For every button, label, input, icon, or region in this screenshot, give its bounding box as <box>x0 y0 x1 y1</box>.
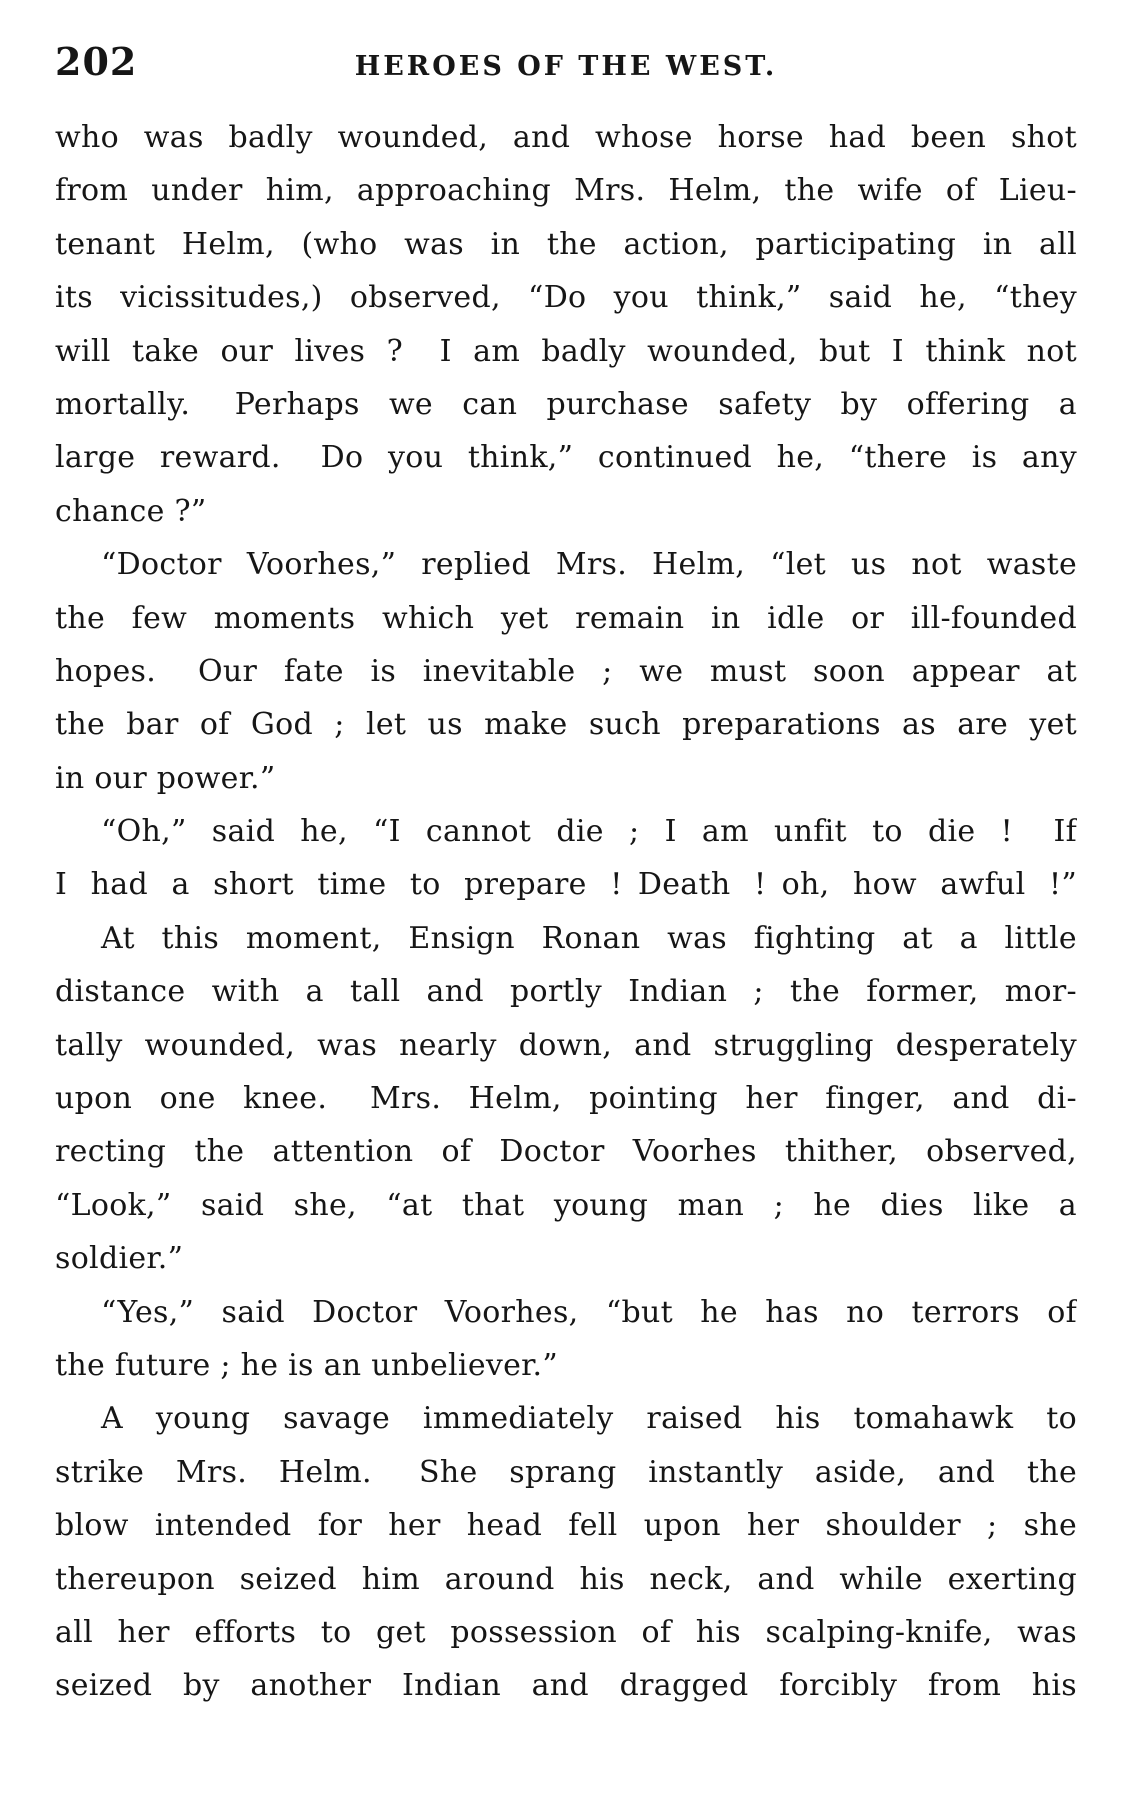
text-line: “Oh,” said he, “I cannot die ; I am unfit to die ! If <box>101 814 1077 850</box>
text-line: in our power.” <box>55 760 276 796</box>
text-line: blow intended for her head fell upon her shoulder ; she <box>55 1508 1077 1544</box>
text-line: “Yes,” said Doctor Voorhes, “but he has no terrors of <box>101 1294 1077 1330</box>
text-line: mortally. Perhaps we can purchase safety by offering a <box>55 386 1077 422</box>
text-line: its vicissitudes,) observed, “Do you think,” said he, “they <box>55 280 1077 316</box>
page-header <box>55 39 1077 88</box>
text-line: will take our lives ? I am badly wounded, but I think not <box>55 333 1077 369</box>
text-line: hopes. Our fate is inevitable ; we must soon appear at <box>55 653 1077 689</box>
body-text <box>55 111 1077 1713</box>
page-number: 202 <box>55 39 138 84</box>
text-line: soldier.” <box>55 1241 184 1277</box>
running-title: HEROES OF THE WEST. <box>354 51 778 82</box>
text-line: A young savage immediately raised his tomahawk to <box>101 1401 1077 1437</box>
text-line: strike Mrs. Helm. She sprang instantly aside, and the <box>55 1454 1077 1490</box>
text-line: from under him, approaching Mrs. Helm, the wife of Lieu- <box>55 173 1077 209</box>
text-line: the future ; he is an unbeliever.” <box>55 1347 558 1383</box>
text-line: all her efforts to get possession of his scalping-knife, was <box>55 1614 1077 1650</box>
text-line: chance ?” <box>55 493 207 529</box>
text-line: seized by another Indian and dragged forcibly from his <box>55 1668 1077 1704</box>
text-line: tenant Helm, (who was in the action, participating in all <box>55 226 1077 262</box>
text-line: recting the attention of Doctor Voorhes thither, observed, <box>55 1134 1077 1170</box>
text-line: tally wounded, was nearly down, and struggling desperately <box>55 1027 1077 1063</box>
text-line: “Doctor Voorhes,” replied Mrs. Helm, “let us not waste <box>101 547 1077 583</box>
text-line: upon one knee. Mrs. Helm, pointing her finger, and di- <box>55 1081 1077 1117</box>
text-line: distance with a tall and portly Indian ; the former, mor- <box>55 974 1077 1010</box>
text-line: At this moment, Ensign Ronan was fighting at a little <box>101 920 1077 956</box>
text-line: large reward. Do you think,” continued he, “there is any <box>55 440 1077 476</box>
text-line: who was badly wounded, and whose horse had been shot <box>55 120 1077 155</box>
text-line: thereupon seized him around his neck, and while exerting <box>55 1561 1077 1597</box>
text-line: the few moments which yet remain in idle or ill-founded <box>55 600 1077 636</box>
text-line: I had a short time to prepare ! Death ! oh, how awful !” <box>55 867 1077 903</box>
text-line: “Look,” said she, “at that young man ; he dies like a <box>55 1187 1077 1223</box>
text-line: the bar of God ; let us make such preparations as are yet <box>55 707 1077 743</box>
